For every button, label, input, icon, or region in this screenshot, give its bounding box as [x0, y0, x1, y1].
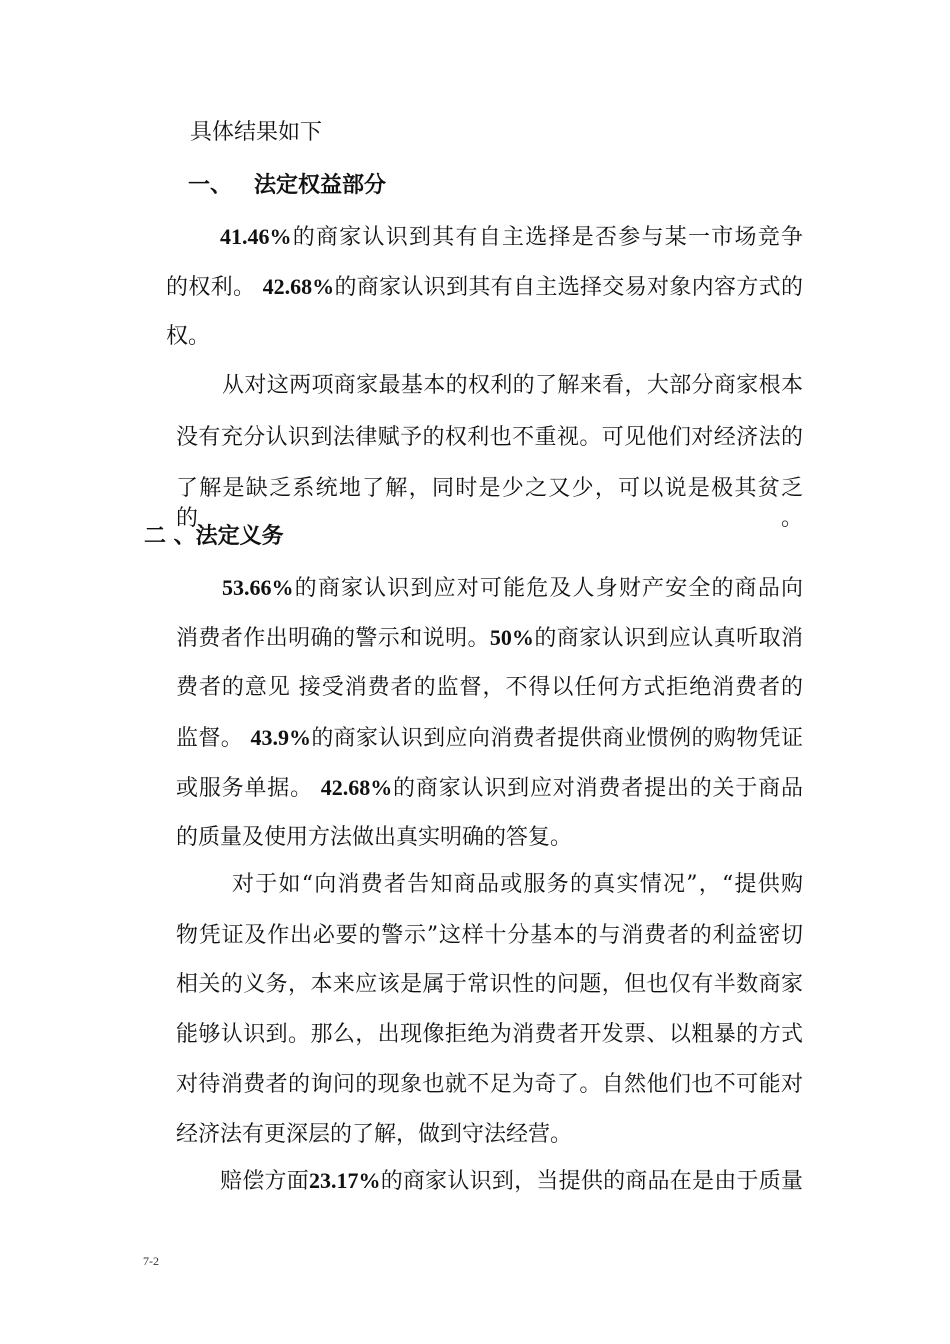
stat-text: 的商家认识到应对消费者提出的关于商品 — [392, 776, 803, 801]
section-1-heading — [188, 170, 386, 200]
stat-text: 权。 — [166, 324, 211, 349]
section-1-analysis-line-1: 从对这两项商家最基本的权利的了解来看，大部分商家根本 — [222, 373, 803, 398]
stat-text: 费者的意见 接受消费者的监督，不得以任何方式拒绝消费者的 — [176, 675, 803, 700]
section-2-line-6 — [176, 823, 572, 853]
stat-value: 42.68% — [262, 274, 335, 299]
stat-text: 的商家认识到应向消费者提供商业惯例的购物凭证 — [310, 726, 803, 751]
stat-text: 的商家认识到其有自主选择交易对象内容方式的 — [334, 275, 803, 300]
stat-value: 23.17% — [308, 1168, 381, 1193]
stat-value: 42.68% — [320, 775, 393, 800]
section-2-line-2 — [176, 623, 803, 654]
section-1-number: 一、 — [188, 172, 233, 198]
stat-text: 的商家认识到其有自主选择是否参与某一市场竞争 — [291, 225, 803, 250]
section-1-analysis-line-2: 没有充分认识到法律赋予的权利也不重视。可见他们对经济法的 — [176, 425, 803, 450]
stat-text: 的商家认识到，当提供的商品在是由于质量 — [380, 1169, 803, 1194]
stat-prefix: 或服务单据。 — [176, 776, 321, 801]
stat-prefix: 监督。 — [176, 726, 251, 751]
section-2-analysis-line-5: 对待消费者的询问的现象也就不足为奇了。自然他们也不可能对 — [176, 1072, 803, 1097]
section-2-analysis-line-4: 能够认识到。那么，出现像拒绝为消费者开发票、以粗暴的方式 — [176, 1022, 803, 1047]
section-1-line-2 — [166, 272, 803, 303]
section-1-line-3 — [166, 322, 210, 352]
intro-text: 具体结果如下 — [190, 120, 323, 145]
stat-text: 的商家认识到应对可能危及人身财产安全的商品向 — [293, 576, 803, 601]
stat-prefix: 的权利。 — [166, 275, 256, 300]
section-2-line-3 — [176, 673, 803, 703]
stat-prefix: 消费者作出明确的警示和说明。 — [176, 626, 490, 651]
stat-text: 的商家认识到应认真听取消 — [533, 626, 803, 651]
page-number: 7-2 — [143, 1254, 159, 1268]
stat-value: 50% — [489, 625, 534, 650]
section-1-line-1 — [220, 222, 803, 253]
section-2-analysis-line-6: 经济法有更深层的了解，做到守法经营。 — [176, 1122, 573, 1147]
section-1-analysis-line-3: 了解是缺乏系统地了解，同时是少之又少，可以说是极其贫乏的。 — [176, 476, 803, 531]
stat-prefix: 赔偿方面 — [220, 1169, 309, 1194]
stat-value: 53.66% — [222, 575, 294, 600]
stat-text: 的质量及使用方法做出真实明确的答复。 — [176, 825, 573, 850]
section-1-title: 法定权益部分 — [254, 172, 387, 198]
compensation-line — [220, 1166, 803, 1197]
section-2-heading: 二 、法定义务 — [144, 523, 284, 549]
section-2-line-4 — [176, 723, 803, 754]
section-2-analysis-line-1: 对于如“向消费者告知商品或服务的真实情况”，“提供购 — [232, 872, 803, 897]
section-2-analysis-line-2: 物凭证及作出必要的警示”这样十分基本的与消费者的利益密切 — [176, 923, 803, 948]
stat-value: 43.9% — [250, 725, 311, 750]
section-2-line-5 — [176, 773, 803, 804]
section-2-analysis-line-3: 相关的义务，本来应该是属于常识性的问题，但也仅有半数商家 — [176, 972, 803, 997]
stat-value: 41.46% — [220, 224, 292, 249]
section-2-line-1 — [222, 573, 803, 604]
